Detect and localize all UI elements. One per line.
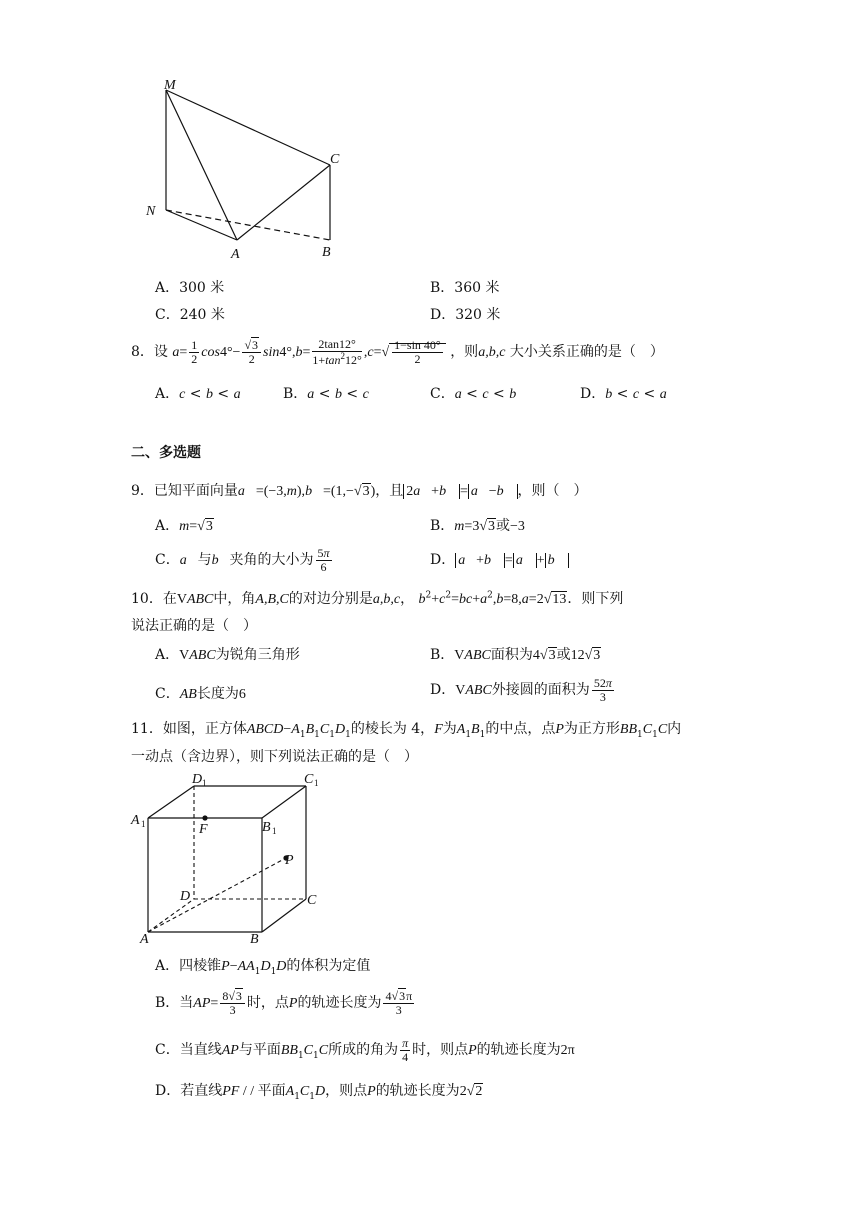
- q7-label-M: M: [164, 78, 176, 93]
- q7-label-N: N: [146, 204, 156, 219]
- q11-label-B: B: [250, 932, 259, 947]
- q11-label-B1: B: [262, 820, 271, 835]
- q10-stem-line1: 10．在VABC中，角A,B,C的对边分别是a,b,c， $b^2+c^2=bc+a^2,b=8,a=2√13$．则下列: [131, 590, 624, 607]
- q9-option-b: B．m=3√3或−3: [430, 518, 525, 534]
- q7-label-C: C: [330, 152, 340, 167]
- q10-option-c: C．AB长度为6: [155, 686, 246, 702]
- q11-label-C1: C: [304, 772, 314, 787]
- q10-stem-line2: 说法正确的是（ ）: [131, 618, 257, 634]
- q9-option-d: D． a⃗+b⃗ = a⃗ + b⃗: [430, 549, 569, 569]
- q11-option-d: D．若直线PF / / 平面$A_1C_1D$，则点P的轨迹长度为2√2: [155, 1083, 483, 1102]
- q7-option-d: D．320 米: [430, 307, 501, 323]
- q7-option-b: B．360 米: [430, 280, 500, 296]
- q10-option-a: A．VABC为锐角三角形: [155, 647, 300, 663]
- svg-text:1: 1: [202, 778, 207, 788]
- q11-label-A: A: [140, 932, 149, 947]
- svg-text:1: 1: [141, 819, 146, 829]
- q7-figure: [140, 75, 360, 265]
- q7-option-a: A．300 米: [155, 280, 225, 296]
- q8-option-a: A．c < b < a: [155, 386, 241, 402]
- q11-label-A1: A: [131, 813, 140, 828]
- q9-option-a: A．m=√3: [155, 518, 213, 534]
- q11-option-a: A．四棱锥$P-AA_1D_1D$的体积为定值: [155, 958, 371, 977]
- q11-label-D1: D: [192, 772, 203, 787]
- q7-label-A: A: [231, 247, 240, 262]
- q10-option-b: B．VABC面积为4√3或12√3: [430, 647, 601, 663]
- q11-option-b: B．当AP= $\frac{8√3}{3}$ 时，点P的轨迹长度为 $\frac{4√3\pi}{3}$: [155, 988, 413, 1017]
- q11-cube-figure: [128, 768, 328, 948]
- q8-option-b: B．a < b < c: [283, 386, 369, 402]
- section-title: 二、多选题: [131, 445, 201, 461]
- q8-option-c: C．a < c < b: [430, 386, 517, 402]
- q7-option-c: C．240 米: [155, 307, 225, 323]
- q8-option-d: D．b < c < a: [580, 386, 667, 402]
- q11-label-D: D: [180, 889, 191, 904]
- q8-stem: 8．设 a= $\frac{1}{2}$ cos4°− $\frac{√3}{2}$ sin4°,b= $\frac{2\tan 12^\circ}{1+\tan^212^\circ}$ ,c=√ $\frac{1-\sin 40^\circ}{2}$ ，则a,b,c 大小关系正确的是（ ）: [131, 336, 664, 367]
- q11-label-C: C: [307, 893, 317, 908]
- q9-option-c: C．a⃗与b⃗夹角的大小为 $\frac{5\pi}{6}$: [155, 545, 330, 574]
- svg-text:1: 1: [314, 778, 319, 788]
- q9-stem: 9．已知平面向量a⃗=(−3,m),b⃗=(1,−√3)，且 2a⃗+b⃗ = a⃗−b⃗ ，则（ ）: [131, 483, 588, 499]
- q11-stem-line1: 11．如图，正方体$ABCD-A_1B_1C_1D_1$的棱长为 4，F为$A_1B_1$的中点，点P为正方形$BB_1C_1C$内: [131, 721, 682, 740]
- q11-label-P: P: [285, 853, 294, 868]
- q7-label-B: B: [322, 245, 331, 260]
- q11-option-c: C．当直线AP与平面$BB_1C_1C$所成的角为 $\frac{\pi}{4}$ 时，则点P的轨迹长度为2π: [155, 1035, 575, 1064]
- q11-label-F: F: [199, 822, 208, 837]
- q11-stem-line2: 一动点（含边界），则下列说法正确的是（ ）: [131, 749, 418, 765]
- svg-text:1: 1: [272, 826, 277, 836]
- q10-option-d: D．VABC外接圆的面积为 $\frac{52\pi}{3}$: [430, 675, 612, 704]
